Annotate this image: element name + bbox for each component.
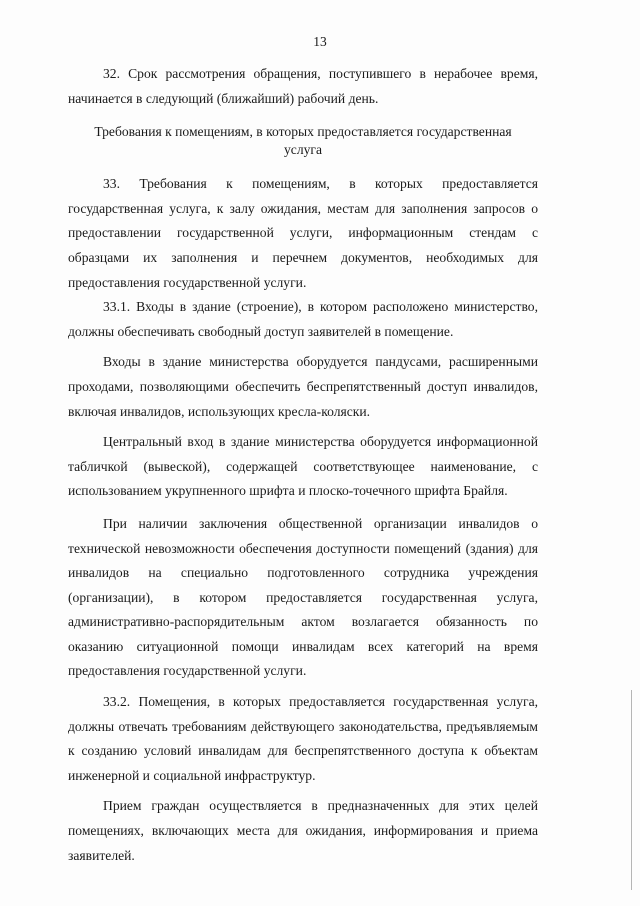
section-heading: Требования к помещениям, в которых предоставляется государственная услуга bbox=[94, 124, 512, 158]
paragraph-33-2: 33.2. Помещения, в которых предоставляется государственная услуга, должны отвечать требованиям действующего законодательства, предъявляемым к созданию условий инвалидам для беспрепятственного доступа к объектам инженерной и социальной инфраструктур. bbox=[68, 694, 538, 783]
paragraph-entrance-sign: Центральный вход в здание министерства оборудуется информационной табличкой (вывеской), содержащей соответствующее наименование, с использованием укрупненного шрифта и плоско-точечного шрифта Брайля. bbox=[68, 434, 538, 499]
paragraph-ramps: Входы в здание министерства оборудуется пандусами, расширенными проходами, позволяющими обеспечить беспрепятственный доступ инвалидов, включая инвалидов, использующих кресла-коляски. bbox=[68, 354, 538, 419]
document-body bbox=[68, 62, 538, 868]
paragraph-33: 33. Требования к помещениям, в которых предоставляется государственная услуга, к залу ожидания, местам для заполнения запросов о предоставлении государственной услуги, информационным стендам с образцами их заполнения и перечнем документов, необходимых для предоставления государственной услуги. bbox=[68, 176, 538, 290]
paragraph-33-1: 33.1. Входы в здание (строение), в котором расположено министерство, должны обеспечивать свободный доступ заявителей в помещение. bbox=[68, 299, 538, 339]
scan-edge-line bbox=[631, 690, 632, 890]
page-number: 13 bbox=[313, 34, 327, 49]
paragraph-reception: Прием граждан осуществляется в предназначенных для этих целей помещениях, включающих места для ожидания, информирования и приема заявителей. bbox=[68, 798, 538, 863]
paragraph-32: 32. Срок рассмотрения обращения, поступившего в нерабочее время, начинается в следующий (ближайший) рабочий день. bbox=[68, 66, 538, 106]
paragraph-accessibility-conclusion: При наличии заключения общественной организации инвалидов о технической невозможности обеспечения доступности помещений (здания) для инвалидов на специально подготовленного сотрудника учреждения (организации), в котором предоставляется государственная услуга, административно-распорядительным актом возлагается обязанность по оказанию ситуационной помощи инвалидам всех категорий на время предоставления государственной услуги. bbox=[68, 515, 538, 679]
